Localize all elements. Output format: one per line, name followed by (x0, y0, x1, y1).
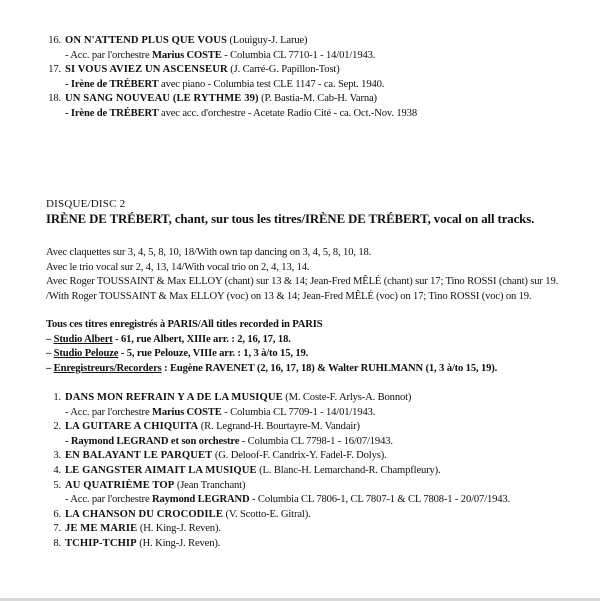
track-detail (46, 107, 580, 122)
detail-rest: - Columbia CL 7798-1 - 16/07/1943. (239, 435, 393, 447)
track-detail (46, 78, 580, 93)
track-entry (46, 92, 580, 107)
track-entry (46, 63, 580, 78)
detail-prefix: - Acc. par l'orchestre (65, 49, 152, 61)
track-detail (46, 435, 580, 450)
disc-label: DISQUE/DISC 2 (46, 198, 126, 210)
disc2-header (46, 197, 580, 227)
track-entry (46, 508, 580, 523)
track-title: JE ME MARIE (65, 523, 138, 535)
track-title: UN SANG NOUVEAU (LE RYTHME 39) (65, 93, 259, 105)
track-authors: (G. Deloof-F. Candrix-Y. Fadel-F. Dolys). (214, 450, 387, 462)
detail-artist: - Raymond LEGRAND et son orchestre (65, 435, 240, 447)
studio-pelouze-label: Studio Pelouze (53, 348, 119, 360)
engineers: – Enregistreurs/Recorders : Eugène RAVENET (2, 16, 17, 18) & Walter RUHLMANN (1, 3 à/to 15, 19). (46, 362, 498, 374)
track-number: 6. (53, 508, 61, 520)
track-authors: (M. Coste-F. Arlys-A. Bonnot) (285, 392, 412, 403)
track-title: DANS MON REFRAIN Y A DE LA MUSIQUE (65, 392, 283, 403)
track-authors: (J. Carré-G. Papillon-Tost) (230, 64, 340, 76)
track-authors: (H. King-J. Reven). (139, 523, 221, 535)
track-number: 3. (53, 450, 61, 462)
detail-rest: - Columbia CL 7710-1 - 14/01/1943. (221, 49, 376, 61)
track-authors: (H. King-J. Reven). (139, 537, 221, 549)
track-entry (46, 391, 580, 406)
detail-rest: - Columbia CL 7709-1 - 14/01/1943. (221, 406, 376, 418)
track-entry (46, 537, 580, 552)
note-line: Avec Roger TOUSSAINT & Max ELLOY (chant) sur 13 & 14; Jean-Fred MÊLÉ (chant) sur 17; Tino ROSSI (chant) sur 19. (46, 276, 559, 288)
track-title: LE GANGSTER AIMAIT LA MUSIQUE (65, 464, 257, 476)
disc2-track-list (46, 391, 580, 552)
track-authors: (P. Bastia-M. Cab-H. Varna) (261, 93, 377, 105)
track-entry (46, 479, 580, 494)
detail-artist: - Irène de TRÉBERT (65, 107, 159, 119)
detail-rest: avec acc. d'orchestre - Acetate Radio Cité - ca. Oct.-Nov. 1938 (158, 107, 417, 119)
detail-artist: Raymond LEGRAND (152, 494, 250, 506)
note-line: /With Roger TOUSSAINT & Max ELLOY (voc) on 13 & 14; Jean-Fred MÊLÉ (voc) on 17; Tino ROSSI (voc) on 19. (46, 290, 532, 302)
detail-rest: - Columbia CL 7806-1, CL 7807-1 & CL 7808-1 - 20/07/1943. (249, 494, 511, 506)
detail-artist: - Irène de TRÉBERT (65, 78, 159, 90)
studio-albert-text: - 61, rue Albert, XIIIe arr. : 2, 16, 17, 18. (112, 333, 291, 345)
track-title: SI VOUS AVIEZ UN ASCENSEUR (65, 64, 228, 76)
note-line: Avec claquettes sur 3, 4, 5, 8, 10, 18/With own tap dancing on 3, 4, 5, 8, 10, 18. (46, 247, 372, 258)
track-entry (46, 449, 580, 464)
disc2-notes (46, 246, 580, 304)
detail-prefix: - Acc. par l'orchestre (65, 494, 152, 506)
track-entry (46, 522, 580, 537)
studio-albert-label: Studio Albert (53, 333, 113, 345)
detail-artist: Marius COSTE (152, 406, 222, 418)
track-authors: (V. Scotto-E. Gitral). (225, 508, 311, 520)
track-number: 8. (53, 537, 61, 549)
track-number: 16. (48, 35, 61, 46)
track-number: 4. (53, 464, 61, 476)
track-number: 7. (53, 523, 61, 535)
track-authors: (Louiguy-J. Larue) (229, 35, 308, 46)
track-authors: (L. Blanc-H. Lemarchand-R. Champfleury). (259, 464, 441, 476)
track-detail (46, 49, 580, 64)
detail-artist: Marius COSTE (152, 49, 222, 61)
studio-pelouze: – Studio Pelouze - 5, rue Pelouze, VIIIe arr. : 1, 3 à/to 15, 19. (46, 348, 309, 360)
track-authors: (Jean Tranchant) (176, 479, 246, 491)
track-number: 18. (48, 93, 61, 105)
engineers-text: : Eugène RAVENET (2, 16, 17, 18) & Walter RUHLMANN (1, 3 à/to 15, 19). (161, 362, 498, 374)
track-number: 5. (53, 479, 61, 491)
track-title: LA CHANSON DU CROCODILE (65, 508, 223, 520)
track-number: 1. (53, 392, 61, 403)
track-entry (46, 34, 580, 49)
studio-albert: – Studio Albert - 61, rue Albert, XIIIe arr. : 2, 16, 17, 18. (46, 333, 291, 345)
studio-pelouze-text: - 5, rue Pelouze, VIIIe arr. : 1, 3 à/to 15, 19. (118, 348, 309, 360)
track-number: 17. (48, 64, 61, 76)
track-title: ON N'ATTEND PLUS QUE VOUS (65, 35, 228, 46)
recording-heading-text: Tous ces titres enregistrés à PARIS/All titles recorded in PARIS (46, 319, 323, 330)
recording-info (46, 318, 580, 376)
track-entry (46, 464, 580, 479)
track-authors: (R. Legrand-H. Bourtayre-M. Vandair) (200, 421, 360, 433)
track-detail (46, 406, 580, 421)
detail-prefix: - Acc. par l'orchestre (65, 406, 152, 418)
track-title: AU QUATRIÈME TOP (65, 479, 175, 491)
disc1-track-list (46, 34, 580, 122)
engineers-label: Enregistreurs/Recorders (53, 362, 162, 374)
track-title: LA GUITARE A CHIQUITA (65, 421, 199, 433)
track-entry (46, 420, 580, 435)
track-title: EN BALAYANT LE PARQUET (65, 450, 213, 462)
recording-heading (46, 318, 580, 333)
detail-rest: avec piano - Columbia test CLE 1147 - ca. Sept. 1940. (158, 78, 385, 90)
disc-headline: IRÈNE DE TRÉBERT, chant, sur tous les titres/IRÈNE DE TRÉBERT, vocal on all tracks. (46, 212, 535, 226)
track-number: 2. (53, 421, 61, 433)
track-detail (46, 493, 580, 508)
track-title: TCHIP-TCHIP (65, 537, 137, 549)
note-line: Avec le trio vocal sur 2, 4, 13, 14/With vocal trio on 2, 4, 13, 14. (46, 261, 310, 273)
